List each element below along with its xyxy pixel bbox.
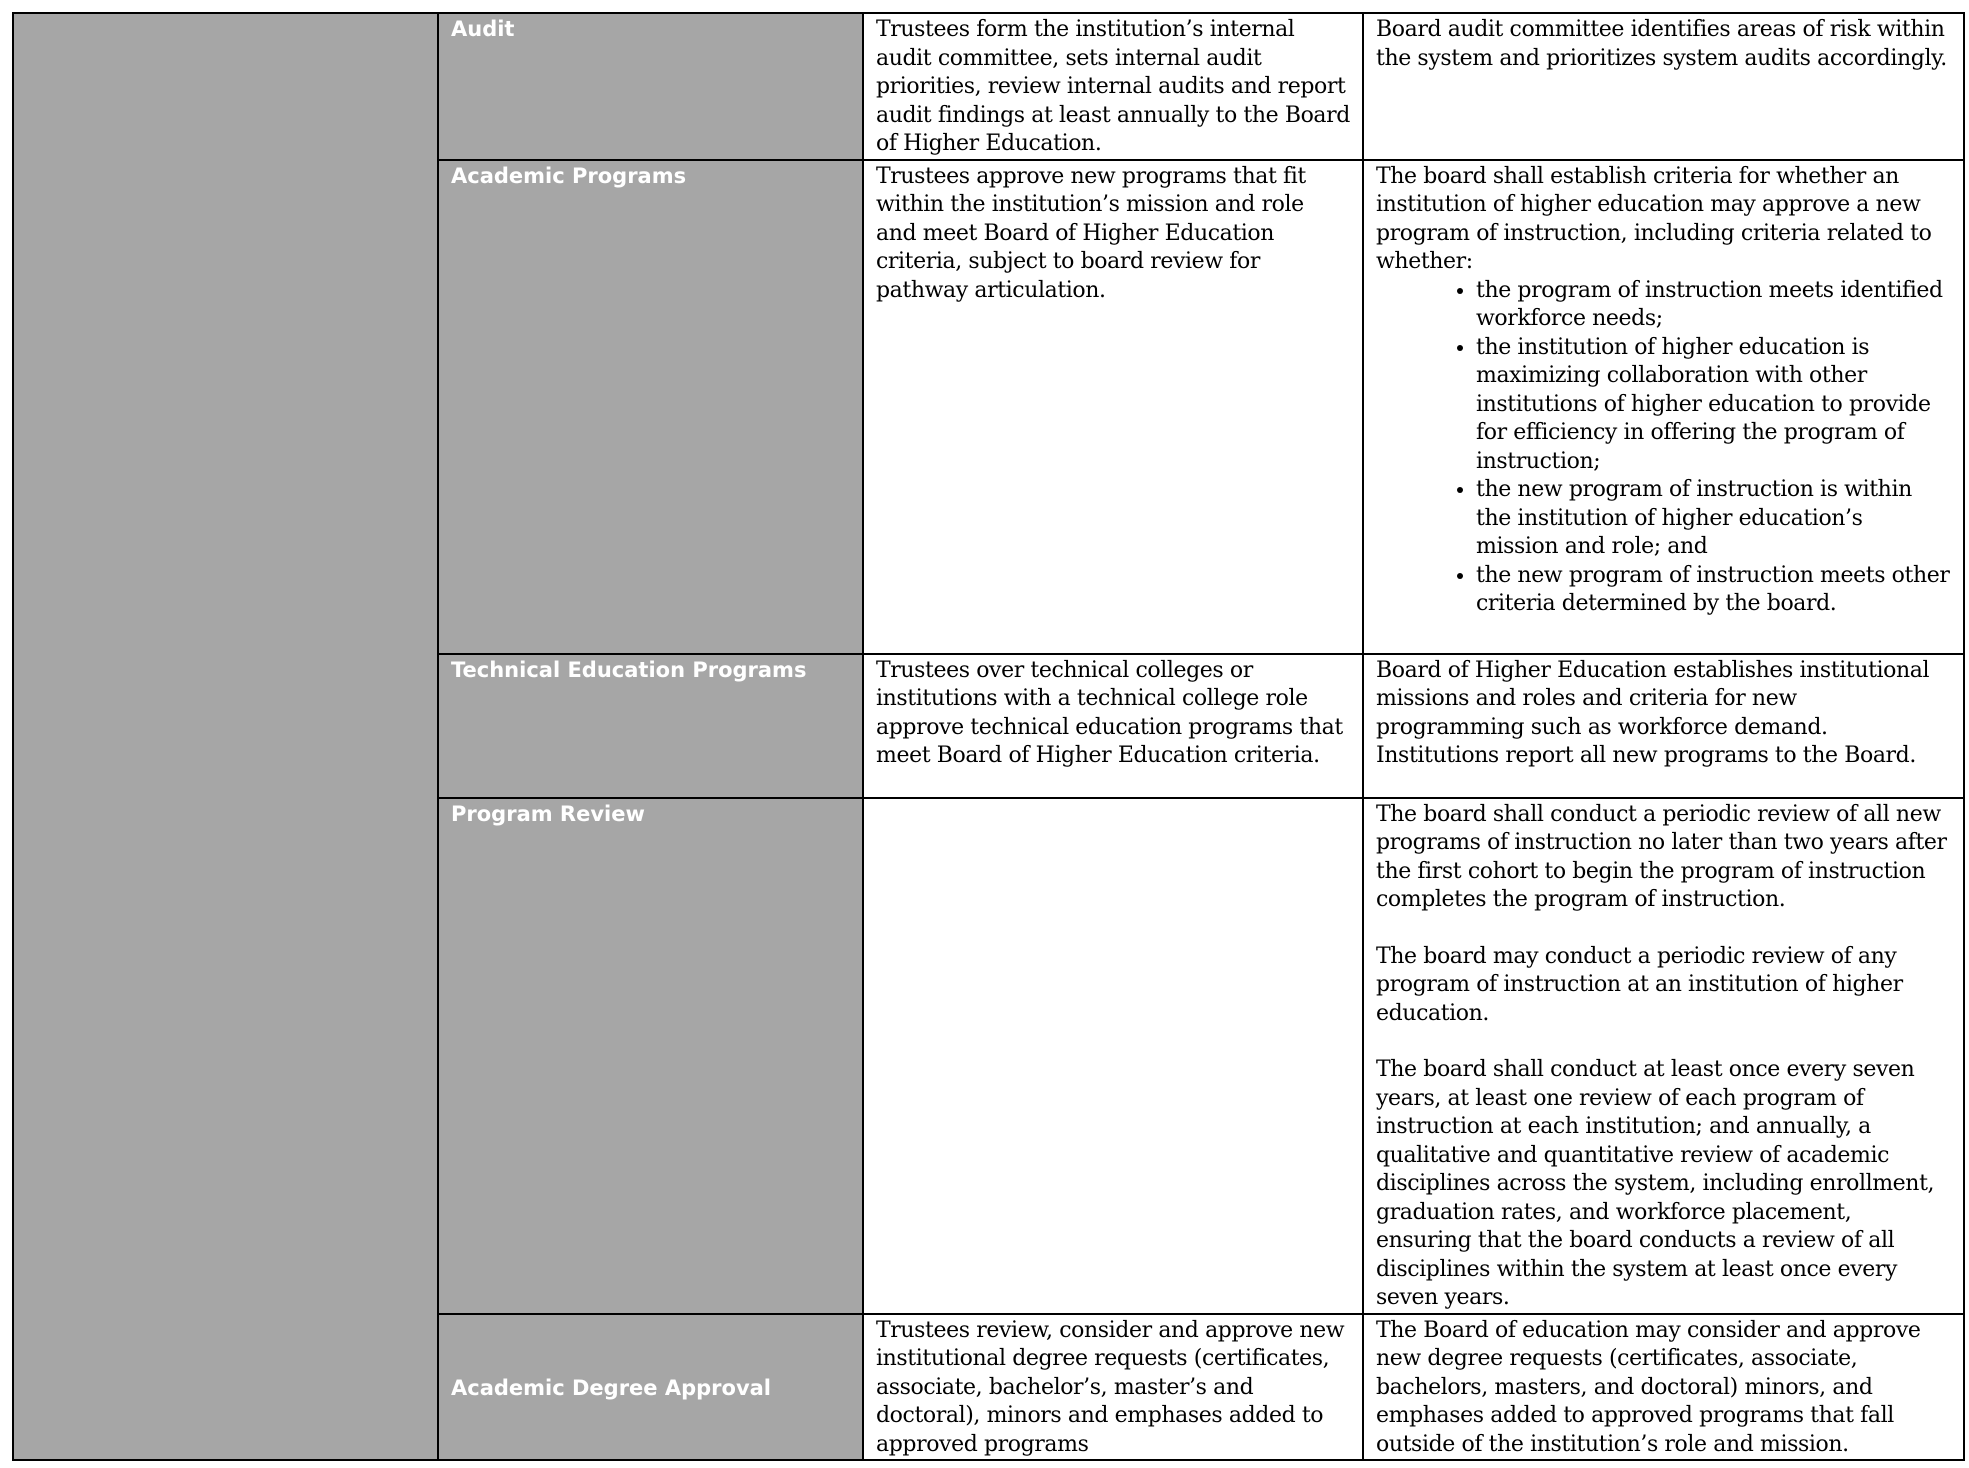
board-text: The board shall conduct a periodic review of all new programs of instruction no later than two years after the first cohort to begin the program of instruction completes the program of instruction. (1376, 801, 1947, 912)
trustees-cell-program-review (863, 798, 1363, 1314)
document-page (12, 12, 1965, 1461)
trustees-text: Trustees form the institution’s internal audit committee, sets internal audit priorities, review internal audits and report audit findings at least annually to the Board of Higher Education. (876, 17, 1350, 156)
trustees-text: Trustees review, consider and approve new institutional degree requests (certificates, associate, bachelor’s, master’s and doctoral), minors and emphases added to approved programs (876, 1317, 1345, 1457)
board-cell-academic-programs (1363, 160, 1964, 654)
board-intro-text: The board shall establish criteria for whether an institution of higher education may approve a new program of instruction, including criteria related to whether: (1376, 163, 1932, 274)
board-cell-program-review (1363, 798, 1964, 1314)
trustees-cell-academic-degree-approval (863, 1314, 1363, 1461)
trustees-cell-academic-programs (863, 160, 1363, 654)
governance-table (12, 12, 1965, 1461)
list-item: • the new program of instruction is within the institution of higher education’s mission and role; and (1476, 476, 1951, 562)
board-cell-audit (1363, 13, 1964, 160)
criteria-list (1376, 277, 1951, 619)
list-item: • the institution of higher education is maximizing collaboration with other institutions of higher education to provide for efficiency in offering the program of instruction; (1476, 334, 1951, 477)
row-label-technical-education-programs: Technical Education Programs (438, 654, 863, 798)
board-text: Board of Higher Education establishes institutional missions and roles and criteria for new programming such as workforce demand. Institutions report all new programs to the Board. (1376, 657, 1930, 768)
row-label-academic-programs: Academic Programs (438, 160, 863, 654)
board-text: The board may conduct a periodic review of any program of instruction at an institution of higher education. (1376, 943, 1903, 1026)
trustees-cell-audit (863, 13, 1363, 160)
row-label-academic-degree-approval: Academic Degree Approval (438, 1314, 863, 1461)
row-label-audit: Audit (438, 13, 863, 160)
board-text: The board shall conduct at least once every seven years, at least one review of each program of instruction at each institution; and annually, a qualitative and quantitative review of academic disciplines across the system, including enrollment, graduation rates, and workforce placement, ensuring that the board conducts a review of all disciplines within the system at least once every seven years. (1376, 1057, 1935, 1310)
trustees-text: Trustees over technical colleges or institutions with a technical college role approve technical education programs that meet Board of Higher Education criteria. (876, 657, 1343, 768)
list-item: • the program of instruction meets identified workforce needs; (1476, 277, 1951, 334)
board-cell-technical-education-programs (1363, 654, 1964, 798)
row-label-program-review: Program Review (438, 798, 863, 1314)
board-text: The Board of education may consider and approve new degree requests (certificates, associate, bachelors, masters, and doctoral) minors, and emphases added to approved programs that fall outside of the institution’s role and mission. (1376, 1317, 1921, 1457)
board-text: Board audit committee identifies areas of risk within the system and prioritizes system audits accordingly. (1376, 17, 1947, 71)
board-cell-academic-degree-approval (1363, 1314, 1964, 1461)
table-row-audit (13, 13, 1964, 160)
trustees-text: Trustees approve new programs that fit within the institution’s mission and role and meet Board of Higher Education criteria, subject to board review for pathway articulation. (876, 163, 1306, 303)
list-item: • the new program of instruction meets other criteria determined by the board. (1476, 562, 1951, 619)
shaded-category-cell (13, 13, 438, 1460)
trustees-cell-technical-education-programs (863, 654, 1363, 798)
